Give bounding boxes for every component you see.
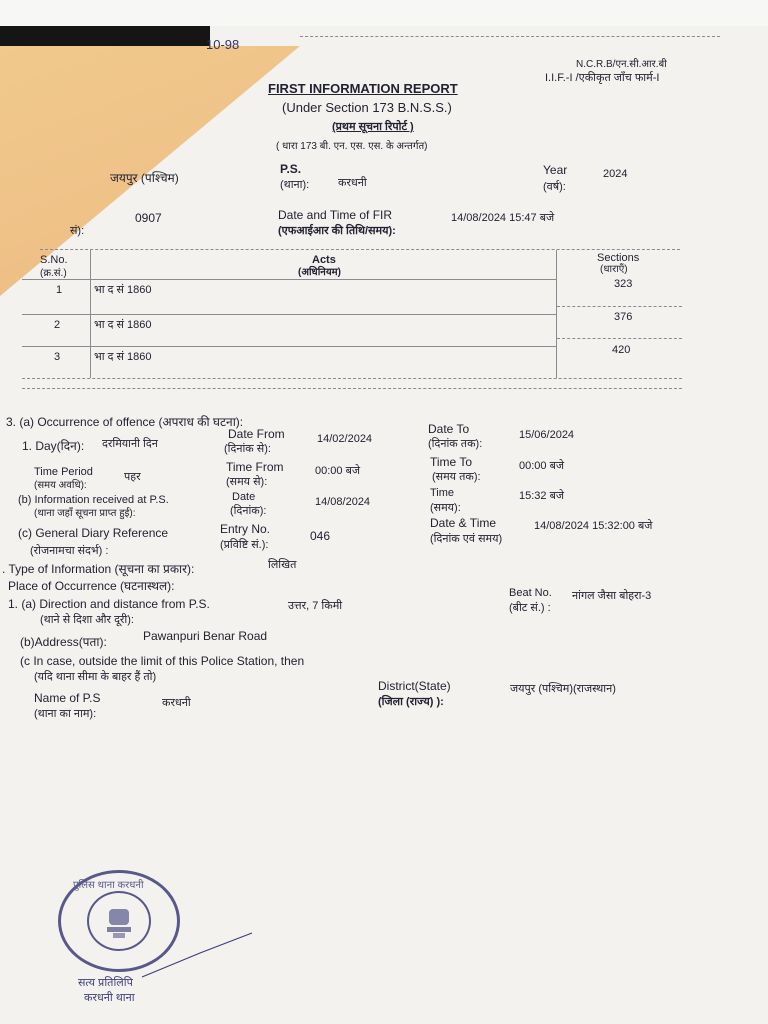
entry-no-hindi: (प्रविष्टि सं.):: [220, 539, 269, 551]
info-received-label: (b) Information received at P.S.: [18, 494, 169, 506]
beat-no-hindi: (बीट सं.) :: [509, 602, 551, 614]
gd-reference-label: (c) General Diary Reference: [18, 526, 169, 540]
info-time-value: 15:32 बजे: [519, 490, 565, 502]
signature-stroke: [140, 925, 260, 985]
act-row-2-sno: 2: [54, 319, 61, 331]
info-type-value: लिखित: [268, 559, 297, 571]
gd-datetime-label: Date & Time: [430, 516, 497, 530]
place-heading: Place of Occurrence (घटनास्थल):: [8, 579, 175, 593]
time-to-value: 00:00 बजे: [519, 460, 565, 472]
time-to-label: Time To: [430, 455, 473, 469]
ps-name-label: Name of P.S: [34, 691, 101, 705]
table-row-rule: [557, 338, 682, 339]
acts-header-hindi: (अधिनियम): [298, 267, 341, 278]
ncrb-label: N.C.R.B/एन.सी.आर.बी: [576, 59, 667, 70]
sno-header: S.No.: [40, 254, 68, 266]
time-period-hindi: (समय अवधि):: [34, 480, 87, 491]
report-hindi-title: (प्रथम सूचना रिपोर्ट ): [332, 121, 414, 133]
sno-header-hindi: (क्र.सं.): [40, 268, 67, 279]
scan-dark-edge: [0, 26, 210, 46]
district-state-hindi: (जिला (राज्य) ):: [378, 696, 444, 708]
table-row-rule: [557, 306, 682, 307]
info-date-hindi: (दिनांक):: [230, 505, 267, 517]
info-type-label: . Type of Information (सूचना का प्रकार):: [2, 562, 195, 576]
time-from-hindi: (समय से):: [226, 476, 268, 488]
beat-no-value: नांगल जैसा बोहरा-3: [572, 590, 652, 602]
date-to-value: 15/06/2024: [519, 429, 575, 441]
date-from-value: 14/02/2024: [317, 433, 373, 445]
district-state-label: District(State): [378, 679, 451, 693]
year-value: 2024: [603, 168, 628, 180]
beat-no-label: Beat No.: [509, 587, 552, 599]
fir-date-hindi: (एफआईआर की तिथि/समय):: [278, 225, 396, 237]
day-label: 1. Day(दिन):: [22, 439, 85, 453]
date-to-hindi: (दिनांक तक):: [428, 438, 483, 450]
act-row-2-act: भा द सं 1860: [94, 319, 152, 331]
ps-label: P.S.: [280, 162, 302, 176]
date-to-label: Date To: [428, 422, 470, 436]
outside-limit-hindi: (यदि थाना सीमा के बाहर हैं तो): [34, 671, 157, 683]
ps-name-value: करधनी: [162, 697, 191, 709]
gd-datetime-value: 14/08/2024 15:32:00 बजे: [534, 520, 653, 532]
gd-reference-hindi: (रोजनामचा संदर्भ) :: [30, 545, 109, 557]
ps-value: करधनी: [338, 177, 367, 189]
gd-datetime-hindi: (दिनांक एवं समय): [430, 533, 503, 545]
year-hindi: (वर्ष):: [543, 181, 566, 193]
info-date-value: 14/08/2024: [315, 496, 371, 508]
date-from-label: Date From: [228, 427, 285, 441]
year-label: Year: [543, 163, 568, 177]
occurrence-heading: 3. (a) Occurrence of offence (अपराध की घटना):: [6, 415, 244, 429]
table-bottom-rule: [22, 378, 682, 379]
time-to-hindi: (समय तक):: [432, 471, 481, 483]
time-from-label: Time From: [226, 460, 284, 474]
report-subtitle: (Under Section 173 B.N.S.S.): [282, 100, 452, 115]
fir-no-label: सं):: [70, 225, 85, 237]
direction-hindi: (थाने से दिशा और दूरी):: [40, 614, 134, 626]
act-row-1-sno: 1: [56, 284, 63, 296]
info-date-label: Date: [232, 491, 256, 503]
report-title: FIRST INFORMATION REPORT: [268, 81, 458, 96]
district-value: जयपुर (पश्चिम): [110, 171, 179, 185]
handwritten-number: 10-98: [206, 37, 240, 52]
entry-no-label: Entry No.: [220, 522, 271, 536]
act-row-3-sno: 3: [54, 351, 61, 363]
ps-name-hindi: (थाना का नाम):: [34, 708, 97, 720]
entry-no-value: 046: [310, 529, 331, 543]
fir-date-label: Date and Time of FIR: [278, 208, 393, 222]
scan-top-margin: [0, 0, 768, 26]
table-bottom-rule: [22, 388, 682, 389]
form-label: I.I.F.-I /एकीकृत जाँच फार्म-I: [545, 72, 660, 84]
outside-limit-label: (c In case, outside the limit of this Police Station, then: [20, 654, 305, 668]
time-period-value: पहर: [124, 471, 141, 483]
info-time-hindi: (समय):: [430, 502, 461, 514]
report-hindi-sub: ( धारा 173 बी. एन. एस. एस. के अन्तर्गत): [276, 141, 428, 152]
day-value: दरमियानी दिन: [102, 438, 158, 450]
info-received-hindi: (थाना जहाँ सूचना प्राप्त हुई):: [34, 508, 136, 519]
direction-label: 1. (a) Direction and distance from P.S.: [8, 597, 210, 611]
certified-copy-station: करधनी थाना: [84, 992, 135, 1004]
table-top-rule: [40, 249, 680, 250]
act-row-2-section: 376: [614, 311, 633, 323]
ashoka-emblem-icon: [103, 903, 135, 941]
header-rule: [300, 36, 720, 37]
table-header-rule: [22, 279, 557, 280]
address-label: (b)Address(पता):: [20, 635, 107, 649]
info-time-label: Time: [430, 487, 455, 499]
act-row-3-section: 420: [612, 344, 631, 356]
fir-date-value: 14/08/2024 15:47 बजे: [451, 212, 555, 224]
fir-number: 0907: [135, 211, 162, 225]
certified-copy-text: सत्य प्रतिलिपि: [78, 977, 133, 989]
acts-header: Acts: [312, 254, 336, 266]
act-row-3-act: भा द सं 1860: [94, 351, 152, 363]
sections-header-hindi: (धाराएँ): [600, 264, 628, 275]
district-state-value: जयपुर (पश्चिम)(राजस्थान): [510, 683, 616, 695]
direction-value: उत्तर, 7 किमी: [288, 600, 343, 612]
table-row-rule: [22, 346, 557, 347]
sections-header: Sections: [597, 252, 640, 264]
table-row-rule: [22, 314, 557, 315]
ps-hindi: (थाना):: [280, 179, 310, 191]
time-period-label: Time Period: [34, 466, 93, 478]
time-from-value: 00:00 बजे: [315, 465, 361, 477]
act-row-1-act: भा द सं 1860: [94, 284, 152, 296]
act-row-1-section: 323: [614, 278, 633, 290]
seal-ring-text: पुलिस थाना करधनी: [73, 880, 144, 891]
date-from-hindi: (दिनांक से):: [224, 443, 271, 455]
address-value: Pawanpuri Benar Road: [143, 629, 268, 643]
